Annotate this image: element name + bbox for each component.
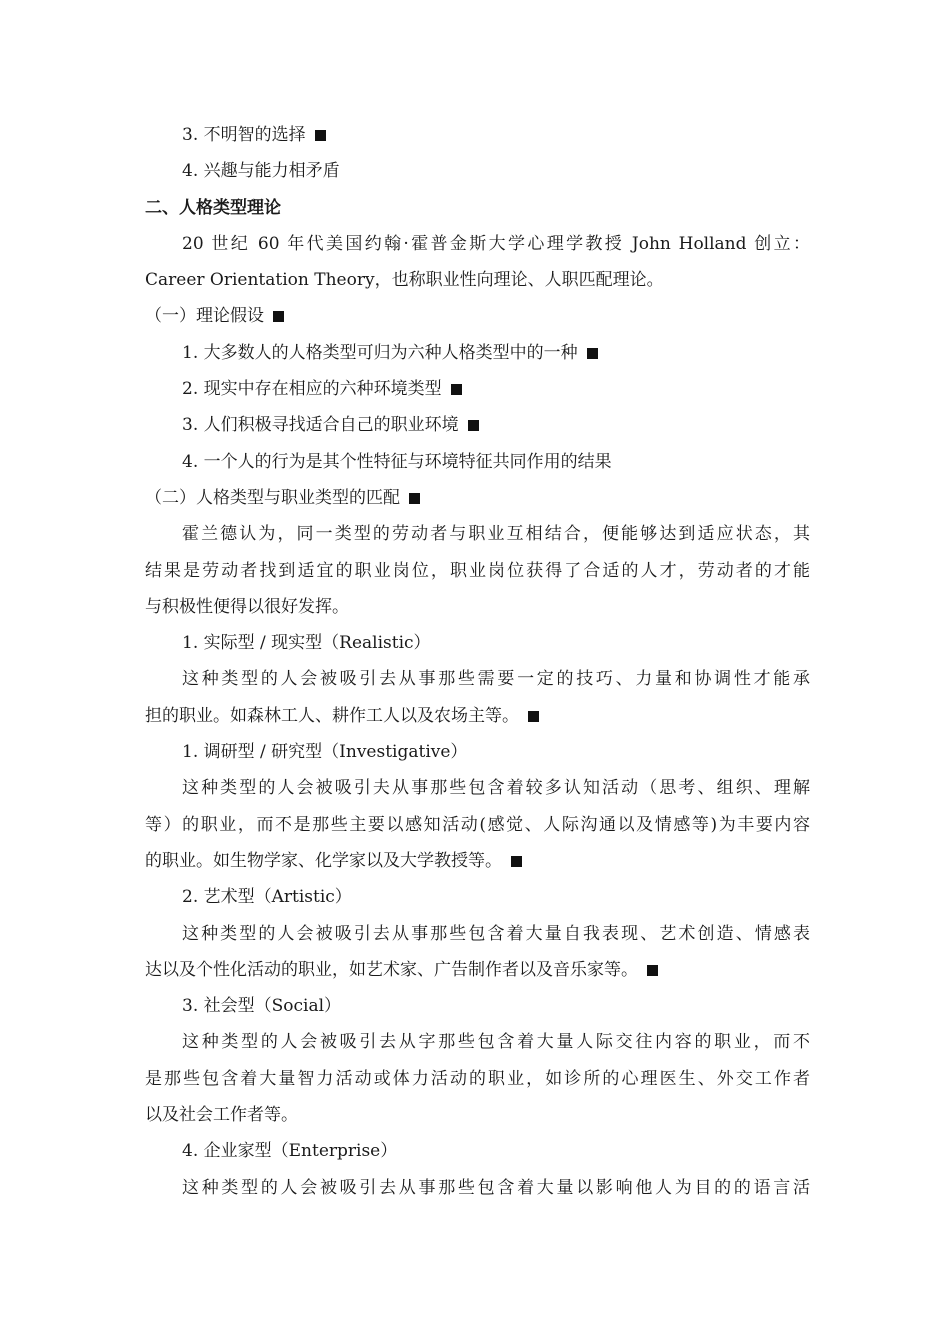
paragraph-line: 这种类型的人会被吸引夫从事那些包含着较多认知活动（思考、组织、理解	[182, 778, 810, 799]
paragraph-line: 以及社会工作者等。	[145, 1105, 298, 1126]
paragraph-line: 霍兰德认为，同一类型的劳动者与职业互相结合，便能够达到适应状态，其	[182, 524, 810, 545]
square-bullet-icon	[511, 856, 522, 867]
type-heading-social: 3. 社会型（Social）	[182, 996, 342, 1017]
list-item-interest-ability-conflict: 4. 兴趣与能力相矛盾	[182, 161, 340, 182]
paragraph-line: 担的职业。如森林工人、耕作工人以及农场主等。	[145, 698, 810, 734]
square-bullet-icon	[468, 420, 479, 431]
square-bullet-icon	[315, 130, 326, 141]
type-heading-investigative: 1. 调研型 / 研究型（Investigative）	[182, 742, 468, 763]
type-heading-realistic: 1. 实际型 / 现实型（Realistic）	[182, 633, 431, 654]
list-item: 1. 大多数人的人格类型可归为六种人格类型中的一种	[145, 335, 810, 371]
square-bullet-icon	[647, 965, 658, 976]
paragraph-line: 的职业。如生物学家、化学家以及大学教授等。	[145, 843, 810, 879]
section-heading: 二、人格类型理论	[145, 197, 281, 218]
square-bullet-icon	[587, 348, 598, 359]
paragraph-line: 是那些包含着大量智力活动或体力活动的职业，如诊所的心理医生、外交工作者	[145, 1068, 810, 1089]
square-bullet-icon	[451, 384, 462, 395]
list-item-unwise-choice: 3. 不明智的选择	[145, 117, 810, 153]
subsection-heading: （一）理论假设	[145, 298, 810, 334]
subsection-heading: （二）人格类型与职业类型的匹配	[145, 480, 810, 516]
type-heading-enterprise: 4. 企业家型（Enterprise）	[182, 1141, 398, 1162]
list-item: 4. 一个人的行为是其个性特征与环境特征共同作用的结果	[182, 451, 612, 472]
paragraph-line: 这种类型的人会被吸引去从字那些包含着大量人际交往内容的职业，而不	[182, 1032, 810, 1053]
type-heading-artistic: 2. 艺术型（Artistic）	[182, 887, 352, 908]
paragraph-line: 这种类型的人会被吸引去从事那些包含着大量自我表现、艺术创造、情感表	[182, 923, 810, 944]
paragraph-line: 20 世纪 60 年代美国约翰·霍普金斯大学心理学教授 John Holland 创立：	[182, 233, 810, 254]
paragraph-line: 这种类型的人会被吸引去从事那些需要一定的技巧、力量和协调性才能承	[182, 669, 810, 690]
list-item: 2. 现实中存在相应的六种环境类型	[145, 371, 810, 407]
paragraph-line: 达以及个性化活动的职业，如艺术家、广告制作者以及音乐家等。	[145, 952, 810, 988]
square-bullet-icon	[409, 493, 420, 504]
paragraph-line: 等）的职业，而不是那些主要以感知活动(感觉、人际沟通以及情感等)为丰要内容	[145, 814, 810, 835]
paragraph-line: 结果是劳动者找到适宜的职业岗位，职业岗位获得了合适的人才，劳动者的才能	[145, 560, 810, 581]
square-bullet-icon	[528, 711, 539, 722]
paragraph-line: 这种类型的人会被吸引去从事那些包含着大量以影响他人为目的的语言活	[182, 1177, 810, 1198]
square-bullet-icon	[273, 311, 284, 322]
paragraph-line: 与积极性便得以很好发挥。	[145, 596, 349, 617]
document-page	[145, 117, 810, 1206]
list-item: 3. 人们积极寻找适合自己的职业环境	[145, 407, 810, 443]
paragraph-line: Career Orientation Theory，也称职业性向理论、人职匹配理论。	[145, 270, 664, 291]
